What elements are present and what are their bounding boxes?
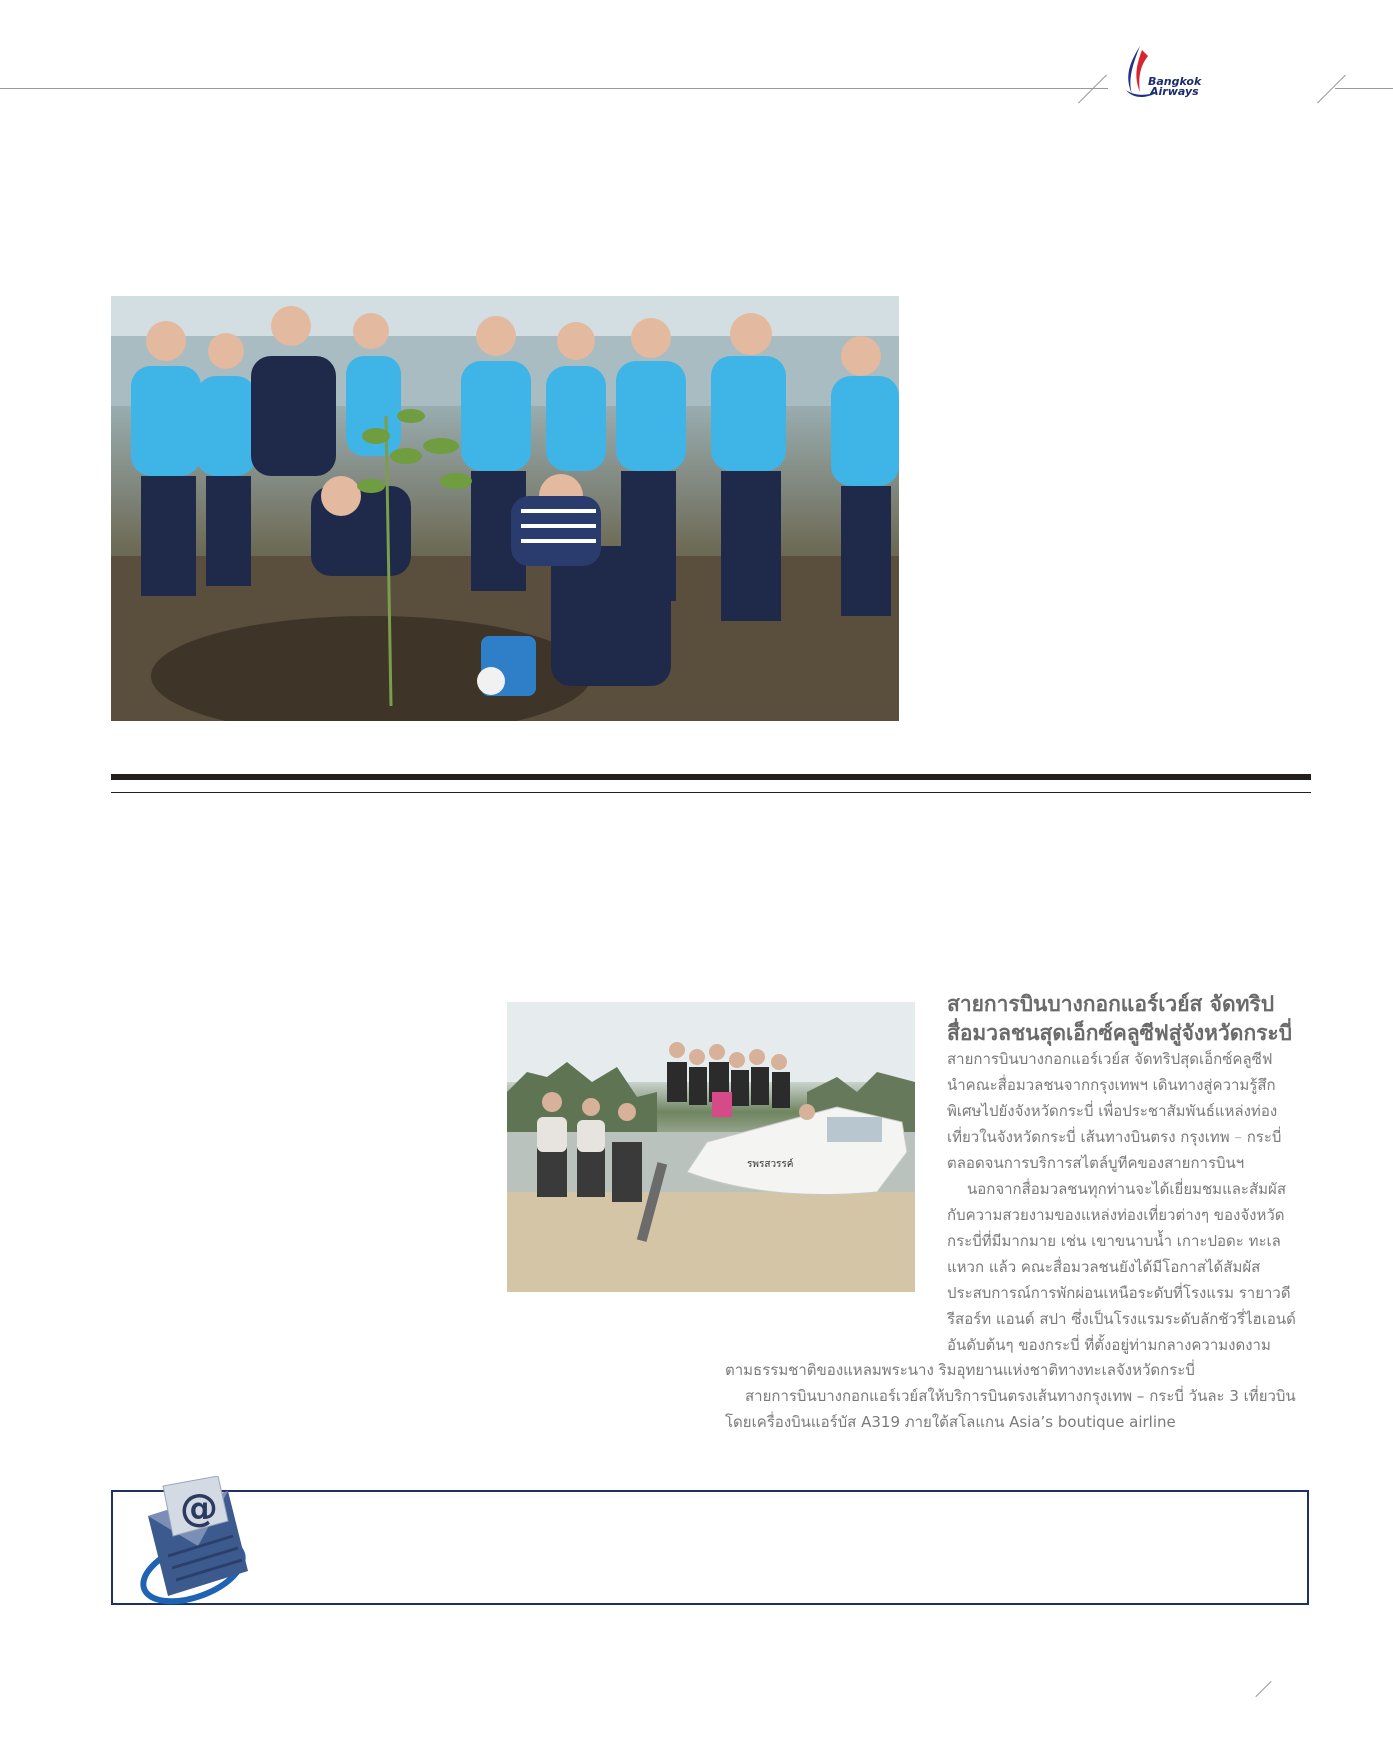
photo-boat-group (507, 1002, 915, 1292)
email-callout-box (111, 1490, 1309, 1605)
body-line: เที่ยวในจังหวัดกระบี่ เส้นทางบินตรง กรุงเทพ – กระบี่ (947, 1128, 1282, 1146)
body-line: นำคณะสื่อมวลชนจากกรุงเทพฯ เดินทางสู่ความรู้สึก (947, 1076, 1276, 1094)
headline-line-1: สายการบินบางกอกแอร์เวย์ส จัดทริป (947, 992, 1275, 1016)
photo-tree-planting-icon (111, 296, 899, 721)
photo-tree-planting (111, 296, 899, 721)
body-line: ตลอดจนการบริการสไตล์บูทีคของสายการบินฯ (947, 1154, 1245, 1172)
article-body-wide (725, 1357, 1315, 1435)
email-at-icon (138, 1476, 256, 1608)
header-slash-right (1317, 75, 1346, 104)
body-line: สายการบินบางกอกแอร์เวย์สให้บริการบินตรงเส้นทางกรุงเทพ – กระบี่ วันละ 3 เที่ยวบิน (745, 1387, 1296, 1405)
body-line: พิเศษไปยังจังหวัดกระบี่ เพื่อประชาสัมพันธ์แหล่งท่อง (947, 1102, 1278, 1120)
body-line: อันดับต้นๆ ของกระบี่ ที่ตั้งอยู่ท่ามกลางความงดงาม (947, 1336, 1271, 1354)
header-rule (0, 88, 1108, 89)
body-line: นอกจากสื่อมวลชนทุกท่านจะได้เยี่ยมชมและสัมผัส (967, 1180, 1286, 1198)
article-body-column (947, 1046, 1312, 1358)
header-slash-left (1078, 75, 1107, 104)
headline-line-2: สื่อมวลชนสุดเอ็กซ์คลูซีฟสู่จังหวัดกระบี่ (947, 1021, 1293, 1045)
body-line: กระบี่ที่มีมากมาย เช่น เขาขนาบน้ำ เกาะปอดะ ทะเล (947, 1232, 1281, 1250)
logo-text-line2: Airways (1150, 85, 1199, 98)
article-headline (947, 990, 1327, 1048)
photo-boat-group-icon (507, 1002, 915, 1292)
body-line: ประสบการณ์การพักผ่อนเหนือระดับที่โรงแรม รายาวดี (947, 1284, 1291, 1302)
bangkok-airways-logo (1118, 44, 1208, 104)
header-rule-right (1335, 88, 1393, 89)
body-line: ตามธรรมชาติของแหลมพระนาง ริมอุทยานแห่งชาติทางทะเลจังหวัดกระบี่ (725, 1361, 1195, 1379)
logo-text-line1: Bangkok (1148, 75, 1202, 88)
body-line: แหวก แล้ว คณะสื่อมวลชนยังได้มีโอกาสได้สัมผัส (947, 1258, 1261, 1276)
body-line: สายการบินบางกอกแอร์เวย์ส จัดทริปสุดเอ็กซ์คลูซีฟ (947, 1050, 1273, 1068)
section-rule-thin (111, 792, 1311, 793)
body-line: กับความสวยงามของแหล่งท่องเที่ยวต่างๆ ของจังหวัด (947, 1206, 1285, 1224)
body-line: รีสอร์ท แอนด์ สปา ซึ่งเป็นโรงแรมระดับลักชัวรี่ไฮเอนด์ (947, 1310, 1296, 1328)
boat-name-label: รพรสวรรค์ (747, 1159, 794, 1170)
section-rule-thick (111, 774, 1311, 780)
footer-slash (1255, 1681, 1271, 1697)
at-symbol: @ (180, 1486, 218, 1530)
body-line: โดยเครื่องบินแอร์บัส A319 ภายใต้สโลแกน Asia’s boutique airline (725, 1413, 1176, 1431)
